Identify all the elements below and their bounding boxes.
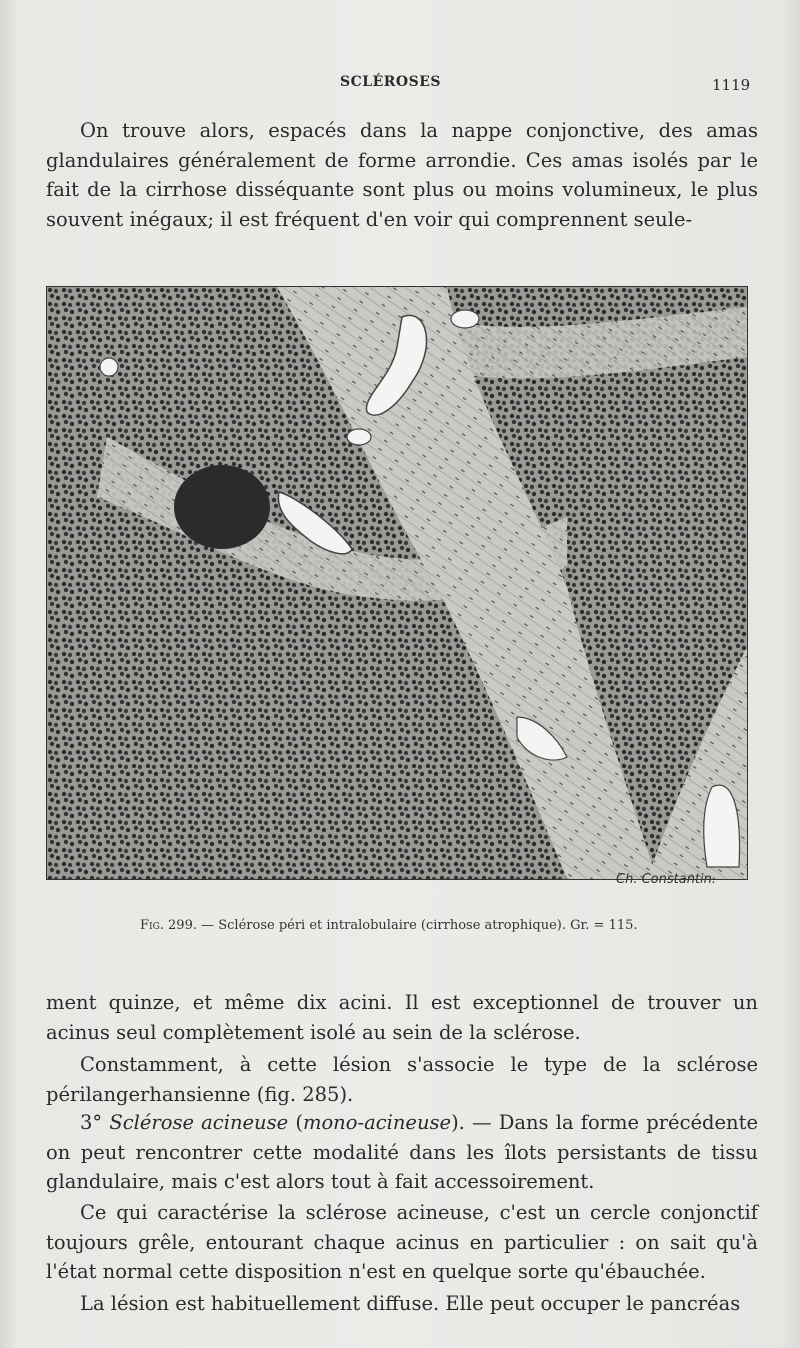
figure-histology-illustration	[46, 286, 748, 880]
paragraph-4: 3° Sclérose acineuse (mono-acineuse). — Dans la forme précédente on peut rencontrer cette modalité dans les îlots persistants de tissu glandulaire, mais c'est alors tout à fait accessoirement.	[46, 1111, 758, 1193]
paragraph-2: ment quinze, et même dix acini. Il est exceptionnel de trouver un acinus seul complètement isolé au sein de la sclérose.	[46, 991, 758, 1044]
paragraph-1: On trouve alors, espacés dans la nappe conjonctive, des amas glandulaires généralement de forme arrondie. Ces amas isolés par le fait de la cirrhose disséquante sont plus ou moins volumineux, le plus souvent inégaux; il est fréquent d'en voir qui comprennent seule-	[46, 119, 758, 231]
paragraph-4-text: . — Dans la forme précédente on peut rencontrer cette modalité dans les îlots persistants de tissu glandulaire, mais c'est alors tout à fait accessoirement.	[46, 1111, 758, 1193]
page-header	[0, 74, 800, 98]
paragraph-6: La lésion est habituellement diffuse. Elle peut occuper le pancréas	[80, 1292, 741, 1315]
figure-caption	[140, 918, 700, 933]
artist-signature: Ch. Constantin.	[616, 872, 717, 887]
histology-engraving	[47, 287, 747, 879]
page-number: 1119	[712, 76, 751, 94]
figure-label: Fig. 299.	[140, 918, 197, 933]
caption-text: — Sclérose péri et intralobulaire (cirrhose atrophique). Gr. = 115.	[196, 918, 638, 933]
section-title: Sclérose acineuse	[109, 1111, 289, 1134]
section-subtitle: mono-acineuse	[302, 1111, 452, 1134]
section-number: 3°	[80, 1111, 103, 1134]
paragraph-3: Constamment, à cette lésion s'associe le type de la sclérose périlangerhansienne (fig. 285).	[46, 1053, 758, 1106]
paragraph-5: Ce qui caractérise la sclérose acineuse, c'est un cercle conjonctif toujours grêle, entourant chaque acinus en particulier : on sait qu'à l'état normal cette disposition n'est en quelque sorte qu'ébauchée.	[46, 1201, 758, 1283]
running-head: SCLÉROSES	[340, 74, 441, 90]
